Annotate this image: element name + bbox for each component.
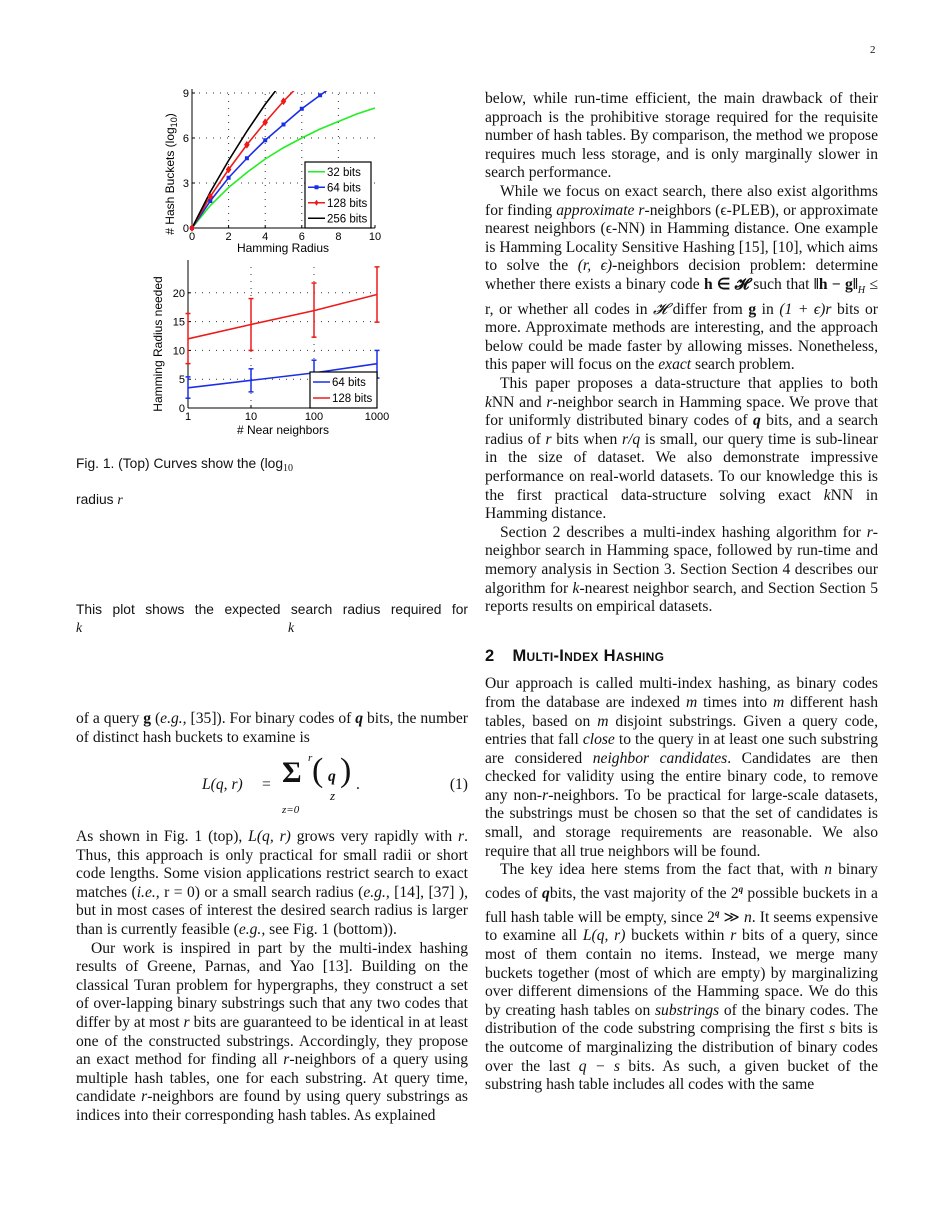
legend-label-32-bits: 32 bits (327, 166, 361, 179)
paragraph: While we focus on exact search, there also exist algorithms for finding approximate r-neighbors (ϵ-PLEB), or approximate nearest neighbors (ϵ-NN) in Hamming distance. One example is Hamming Locality Sensitive Hashing [15], [10], which aims to solve the (r, ϵ)-neighbors decision problem: determine whether there exists a binary code h ∈ 𝓗 such that ‖h − $g‖_H \le r$, or whether all codes in 𝓗 differ from g in (1 + ϵ)r bits or more. Approximate methods are interesting, and the approach below could be made faster by allowing misses. Nonetheless, this paper will focus on the exact search problem. (485, 182, 879, 374)
x-tick-label: 8 (335, 231, 342, 243)
binomial-top: q (328, 768, 336, 785)
y-tick-label: 20 (172, 287, 185, 300)
paragraph: of a query g (e.g., [35]). For binary codes of q bits, the number of distinct hash buckets to examine is (76, 710, 468, 746)
section-heading (485, 647, 878, 666)
paragraph: Our work is inspired in part by the multi-index hashing results of Greene, Parnas, and Yao [13]. Building on the classical Turan problem for hypergraphs, they construct a set of over-lapping binary substrings such that any two codes that differ by at most r bits are guaranteed to be identical in at least one of the constructed substrings. Accordingly, they propose an exact method for finding all r-neighbors of a query using multiple hash tables, one for each substring. At query time, candidate r-neighbors are found by using query substrings as indices into their corresponding hash tables. As explained (76, 939, 469, 1124)
legend-label-64-bits: 64 bits (332, 377, 366, 389)
x-tick-label: 4 (262, 231, 269, 243)
radius-needed-chart (150, 258, 400, 440)
legend-marker (315, 185, 319, 189)
data-point-64-bits (282, 123, 286, 127)
x-tick-label: 1 (184, 411, 192, 423)
x-tick-label: 1000 (364, 411, 390, 423)
section-number: 2 (485, 646, 495, 665)
y-axis-label: # Hash Buckets $(\log_{10})$ (163, 113, 179, 235)
y-tick-label: 0 (182, 223, 189, 235)
legend-label-128-bits: 128 bits (327, 197, 368, 210)
equation-lhs: L(q, r) (202, 776, 243, 793)
data-point-64-bits (318, 93, 322, 97)
y-axis-label: Hamming Radius needed (151, 276, 165, 412)
equation-1 (76, 752, 468, 822)
x-axis-label: # Near neighbors (236, 423, 330, 437)
x-tick-label: 10 (368, 231, 382, 243)
legend-label-64-bits: 64 bits (327, 182, 361, 195)
legend (310, 372, 377, 408)
x-tick-label: 2 (225, 231, 232, 243)
right-column (485, 90, 878, 1095)
y-tick-label: 6 (182, 133, 189, 145)
left-column-continued (76, 828, 468, 1126)
paragraph: As shown in Fig. 1 (top), L(q, r) grows very rapidly with r. Thus, this approach is only practical for small radii or short code lengths. Some vision applications restrict search to exact matches (i.e., r = 0) or a small search radius (e.g., [14], [37] ), but in most cases of interest the desired search radius is larger than is currently feasible (e.g., see Fig. 1 (bottom)). (76, 828, 468, 938)
hash-buckets-chart (150, 82, 390, 257)
equation-number: (1) (449, 776, 468, 793)
legend-label-128-bits: 128 bits (332, 393, 373, 405)
section-title: Multi-Index Hashing (512, 646, 665, 665)
binomial-bottom: z (330, 788, 336, 803)
y-tick-label: 9 (182, 88, 189, 100)
sum-upper-limit: r (308, 752, 313, 764)
caption-line-3: This plot shows the expected search radius required for (76, 602, 468, 617)
x-tick-label: 10 (244, 411, 258, 423)
y-tick-label: 15 (172, 316, 185, 329)
x-axis-label: Hamming Radius (236, 241, 330, 255)
paragraph: This paper proposes a data-structure that applies to both kNN and r-neighbor search in Hamming space. We prove that for uniformly distributed binary codes of q bits, and a search radius of r bits when r/q is small, our query time is sub-linear in the size of dataset. We also demonstrate impressive performance on real-world datasets. To our knowledge this is the first practical data-structure solving exact kNN in Hamming distance. (485, 375, 878, 523)
paragraph: below, while run-time efficient, the main drawback of their approach is the prohibitive storage required for the requisite number of hash tables. By comparison, the method we propose requires much less storage, and is only marginally slower in search performance. (485, 90, 878, 182)
legend (305, 162, 371, 228)
y-tick-label: 5 (178, 374, 185, 387)
equation-equals: = (262, 776, 271, 793)
paragraph: The key idea here stems from the fact that, with n binary codes of qbits, the vast majority of the 2$^q$ possible buckets in a full hash table will be empty, since 2$^q$ ≫ n. It seems expensive to examine all L(q, r) buckets within r bits of a query, since most of them contain no items. Instead, we merge many buckets together (most of which are empty) by marginalizing over different dimensions of the Hamming space. We do this by creating hash tables on substrings of the binary codes. The distribution of the code substring comprising the first s bits is the outcome of marginalizing the distribution of binary codes over the last q − s bits. As such, a given bucket of the substring hash table includes all codes with the same (485, 861, 879, 1094)
paragraph: Section 2 describes a multi-index hashing algorithm for r-neighbor search in Hamming space, followed by run-time and memory analysis in Section 3. Section Section 4 describes our algorithm for k-nearest neighbor search, and Section Section 5 reports results on empirical datasets. (485, 523, 878, 616)
left-column (76, 710, 468, 747)
paragraph: Our approach is called multi-index hashing, as binary codes from the database are indexed m times into m different hash tables, based on m disjoint substrings. Given a query code, entries that fall close to the query in at least one such substring are considered neighbor candidates. Candidates are then checked for validity using the entire binary code, to remove any non-r-neighbors. To be practical for large-scale datasets, the substrings must be chosen so that the set of candidates is small, and storage requirements are reasonable. We also require that all true neighbors will be found. (485, 675, 879, 860)
series-line-128-bits (192, 90, 294, 228)
x-tick-label: 0 (188, 231, 196, 243)
data-point-64-bits (227, 176, 231, 180)
equation-period: . (356, 776, 360, 793)
caption-line-4: k k (76, 620, 295, 635)
series-line-128-bits (188, 295, 377, 339)
page-number: 2 (870, 44, 876, 56)
caption-line-2: radius r (76, 492, 123, 507)
caption-line-1: Fig. 1. (Top) Curves show the ($\log_{10}$ (76, 456, 294, 474)
x-tick-label: 100 (304, 411, 324, 423)
binomial-right-paren: ) (340, 752, 352, 789)
summation-icon: Σ (282, 756, 302, 789)
data-point-64-bits (245, 156, 249, 160)
data-point-64-bits (263, 138, 267, 142)
y-tick-label: 0 (178, 403, 185, 415)
code-length-symbol: q (355, 710, 364, 727)
legend-label-256-bits: 256 bits (327, 213, 368, 226)
y-tick-label: 3 (182, 178, 189, 190)
y-tick-label: 10 (172, 345, 185, 358)
data-point-64-bits (300, 107, 304, 111)
sum-lower-limit: z=0 (282, 804, 300, 816)
x-tick-label: 6 (298, 231, 305, 243)
binomial-left-paren: ( (312, 752, 324, 789)
